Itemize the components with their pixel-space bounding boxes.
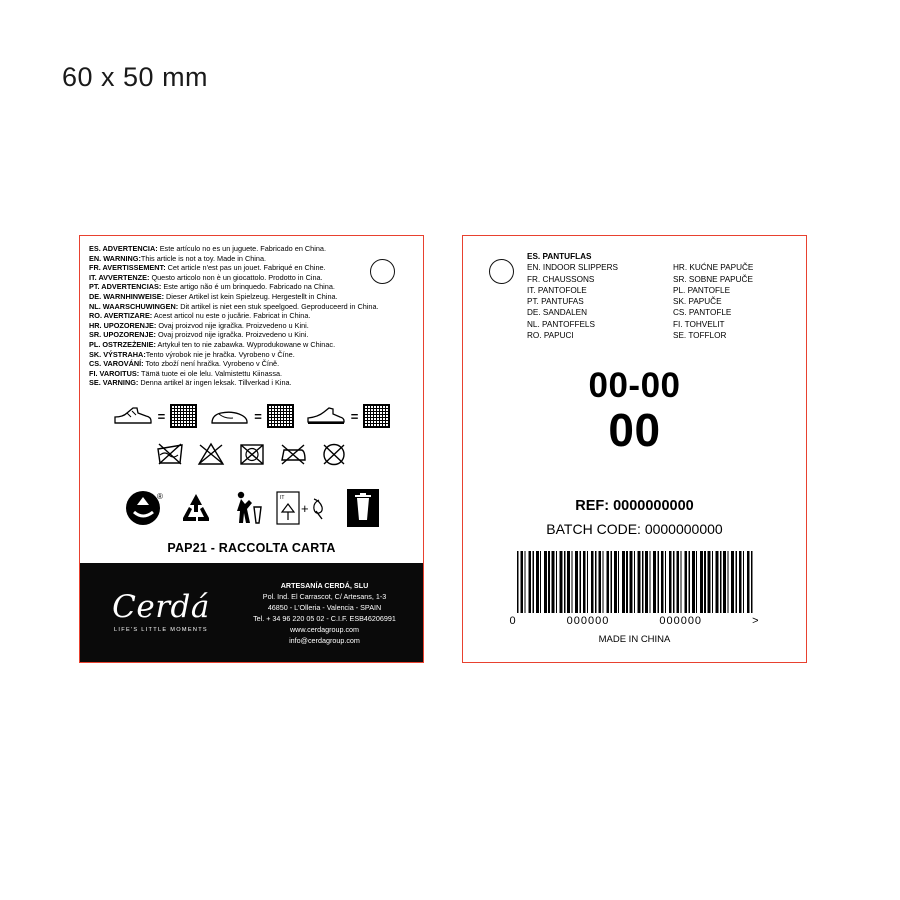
warning-row [89, 340, 414, 350]
green-dot-icon [124, 488, 164, 528]
textile-hatch-icon [363, 404, 390, 428]
size-range: 00-00 [588, 366, 681, 405]
brand-wordmark: Cerdá [112, 589, 210, 625]
warning-text: This article is not a toy. Made in China. [140, 253, 267, 263]
warning-lang: DE. WARNHINWEISE: [89, 291, 164, 301]
brand-footer [80, 563, 423, 662]
product-name-column-1 [527, 251, 618, 341]
product-name-item: NL. PANTOFFELS [527, 319, 595, 329]
barcode-right-symbol: > [752, 615, 760, 627]
equals-sign: = [254, 408, 262, 424]
warning-row [89, 378, 414, 388]
warning-lang: SE. VARNING: [89, 378, 139, 388]
punch-hole-icon [489, 259, 514, 284]
size-value: 00 [608, 404, 661, 456]
shoe-material-pictograms [80, 404, 423, 428]
warning-lang: RO. AVERTIZARE: [89, 311, 153, 321]
textile-hatch-icon [170, 404, 197, 428]
warning-lang: FI. VAROITUS: [89, 368, 140, 378]
no-tumble-dry-icon [238, 441, 266, 467]
warning-row [89, 263, 414, 273]
warning-lang: SK. VÝSTRAHA: [89, 349, 146, 359]
product-name-item: DE. SANDALEN [527, 308, 588, 318]
barcode-group-2: 000000 [659, 615, 703, 627]
product-name-item: FI. TOHVELIT [673, 319, 725, 329]
warning-lang: PT. ADVERTENCIAS: [89, 282, 162, 292]
svg-text:+: + [300, 501, 309, 516]
no-wash-icon [156, 441, 184, 467]
brand-address-line: Pol. Ind. El Carrascot, C/ Artesans, 1-3 [262, 591, 387, 601]
sneaker-icon [113, 405, 153, 427]
page-title: 60 x 50 mm [62, 62, 209, 92]
separate-waste-icon [346, 488, 380, 528]
shoe-sole-icon [306, 405, 346, 427]
warning-lang: CS. VAROVÁNÍ: [89, 359, 144, 369]
warnings-block [80, 236, 423, 388]
warning-text: Toto zboží není hračka. Vyrobeno v Číně. [145, 359, 280, 369]
warning-lang: HR. UPOZORENJE: [89, 320, 157, 330]
made-in-text: MADE IN CHINA [598, 634, 671, 645]
tidyman-bin-icon [228, 489, 262, 527]
brand-website: www.cerdagroup.com [289, 624, 360, 634]
warning-row [89, 254, 414, 264]
size-block [463, 366, 806, 454]
recycling-symbols-row [80, 488, 423, 528]
warning-lang: SR. UPOZORENJE: [89, 330, 156, 340]
svg-text:®: ® [156, 492, 163, 501]
back-label-card [462, 235, 807, 663]
punch-hole-icon [370, 259, 395, 284]
warning-text: Ovaj proizvod nije igračka. Proizvedeno u Kini. [157, 330, 309, 340]
warning-text: Acest articol nu este o jucărie. Fabricat in China. [153, 311, 311, 321]
warning-row [89, 292, 414, 302]
brand-logo [80, 589, 236, 633]
textile-hatch-icon [267, 404, 294, 428]
product-name-item: SR. SOBNE PAPUČE [673, 274, 753, 284]
warning-text: Cet article n'est pas un jouet. Fabriqué en Chine. [167, 263, 326, 273]
barcode-digits [510, 615, 760, 627]
warning-row [89, 350, 414, 360]
product-name-item: PL. PANTOFLE [673, 285, 731, 295]
warning-row [89, 282, 414, 292]
product-name-block [527, 251, 753, 341]
care-symbols-row [80, 441, 423, 467]
warning-text: Dieser Artikel ist kein Spielzeug. Hergestellt in China. [166, 291, 338, 301]
warning-lang: EN. WARNING: [89, 253, 141, 263]
product-name-column-2 [673, 251, 753, 341]
slipper-icon [209, 405, 249, 427]
warning-row [89, 302, 414, 312]
brand-email: info@cerdagroup.com [289, 635, 360, 645]
barcode-block [463, 551, 806, 627]
product-name-item: IT. PANTOFOLE [527, 285, 587, 295]
product-name-item: SK. PAPUČE [673, 297, 722, 307]
mobius-recycle-icon [178, 490, 214, 526]
brand-company-name: ARTESANÍA CERDÁ, SLU [280, 580, 369, 590]
product-name-item: ES. PANTUFLAS [527, 252, 592, 261]
warning-row [89, 321, 414, 331]
product-name-item: HR. KUĆNE PAPUČE [673, 263, 754, 273]
brand-address-line: Tel. + 34 96 220 05 02 - C.I.F. ESB46206991 [253, 613, 396, 623]
warning-row [89, 369, 414, 379]
food-safe-icon [276, 491, 332, 525]
warning-row [89, 330, 414, 340]
ref-code: REF: 0000000000 [575, 498, 694, 514]
warning-lang: ES. ADVERTENCIA: [89, 244, 158, 253]
product-name-item: SE. TOFFLOR [673, 331, 727, 341]
recycling-code-text: PAP21 - RACCOLTA CARTA [167, 541, 336, 555]
warning-row [89, 359, 414, 369]
warning-lang: FR. AVERTISSEMENT: [89, 263, 166, 273]
front-label-card [79, 235, 424, 663]
warning-text: Dit artikel is niet een stuk speelgoed. Geproduceerd in China. [180, 301, 379, 311]
no-dry-clean-icon [320, 441, 348, 467]
equals-sign: = [350, 408, 359, 424]
warning-row [89, 311, 414, 321]
equals-sign: = [157, 408, 166, 424]
no-iron-icon [279, 441, 307, 467]
no-bleach-icon [197, 441, 225, 467]
warning-text: Ovaj proizvod nije igračka. Proizvedeno u Kini. [158, 320, 309, 330]
batch-code: BATCH CODE: 0000000000 [546, 521, 723, 537]
warning-row [89, 244, 414, 254]
product-name-item: CS. PANTOFLE [673, 308, 732, 318]
warning-text: Tämä tuote ei ole lelu. Valmistettu Kiinassa. [141, 368, 283, 378]
warning-text: Este artigo não é um brinquedo. Fabricado na China. [163, 282, 335, 292]
svg-text:IT: IT [279, 495, 284, 501]
warning-row [89, 273, 414, 283]
shoe-material-group [209, 404, 294, 428]
product-name-item: EN. INDOOR SLIPPERS [527, 263, 618, 273]
warning-text: Tento výrobok nie je hračka. Vyrobeno v Číne. [145, 349, 295, 359]
warning-text: Este artículo no es un juguete. Fabricado en China. [159, 244, 326, 253]
warning-text: Artykuł ten to nie zabawka. Wyprodukowane w Chinac. [157, 339, 336, 349]
warning-text: Questo articolo non è un giocattolo. Prodotto in Cina. [151, 272, 323, 282]
barcode-left-digit: 0 [509, 615, 517, 627]
brand-address-line: 46850 - L'Olleria - Valencia - SPAIN [267, 602, 382, 612]
barcode-group-1: 000000 [566, 615, 610, 627]
warning-text: Denna artikel är ingen leksak. Tillverkad i Kina. [140, 378, 292, 388]
shoe-material-group [113, 404, 198, 428]
warning-lang: IT. AVVERTENZE: [89, 272, 150, 282]
product-name-item: RO. PAPUCI [527, 331, 574, 341]
warning-lang: PL. OSTRZEŻENIE: [89, 339, 156, 349]
product-name-item: PT. PANTUFAS [527, 297, 584, 307]
ean13-barcode-icon [517, 551, 753, 613]
product-name-item: FR. CHAUSSONS [527, 274, 595, 284]
warning-lang: NL. WAARSCHUWINGEN: [89, 301, 179, 311]
shoe-material-group [306, 404, 391, 428]
brand-tagline: LIFE'S LITTLE MOMENTS [114, 627, 208, 633]
brand-address [236, 580, 423, 646]
